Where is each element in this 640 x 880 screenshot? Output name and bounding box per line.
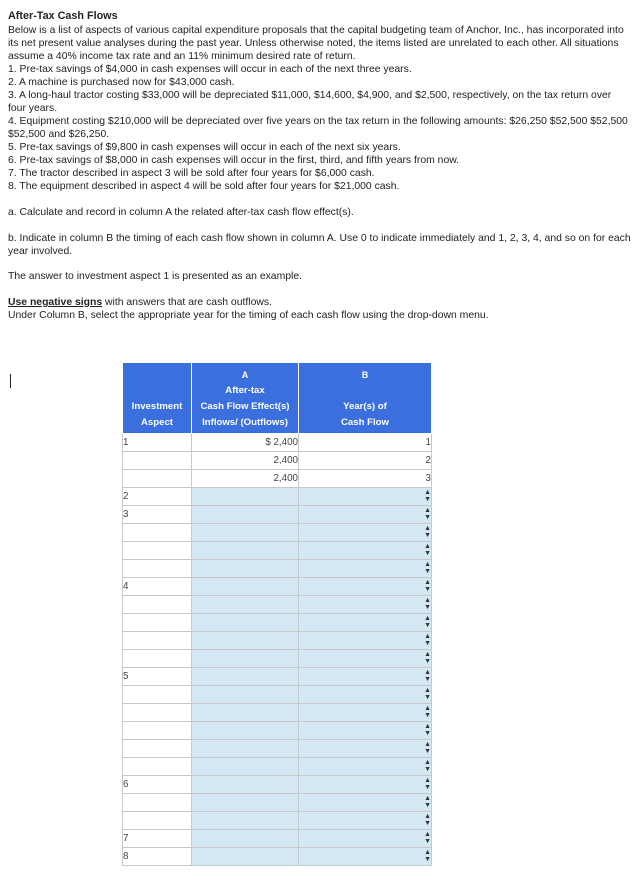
aspect-number-cell — [123, 632, 192, 650]
table-row — [123, 740, 432, 758]
header-cash-flow — [192, 363, 299, 434]
table-row — [123, 560, 432, 578]
year-dropdown[interactable] — [299, 722, 432, 740]
table-row — [123, 614, 432, 632]
year-dropdown[interactable] — [299, 614, 432, 632]
year-dropdown[interactable] — [299, 488, 432, 506]
year-dropdown[interactable] — [299, 740, 432, 758]
header-year — [299, 363, 432, 434]
year-dropdown[interactable] — [299, 506, 432, 524]
cash-flow-input[interactable] — [192, 488, 299, 506]
aspect-number-cell — [123, 812, 192, 830]
cash-flow-input[interactable] — [192, 542, 299, 560]
header-year-line1: Year(s) of — [343, 401, 387, 412]
cash-flow-input[interactable] — [192, 596, 299, 614]
answer-table-wrap — [122, 362, 432, 866]
dropdown-arrows-icon: ▲ ▼ — [424, 849, 431, 863]
aspect-number-cell: 4 — [123, 578, 192, 596]
table-row — [123, 848, 432, 866]
table-row — [123, 668, 432, 686]
table-row — [123, 632, 432, 650]
table-row — [123, 452, 432, 470]
year-dropdown[interactable] — [299, 668, 432, 686]
cash-flow-input[interactable] — [192, 704, 299, 722]
dropdown-arrows-icon: ▲ ▼ — [424, 687, 431, 701]
dropdown-arrows-icon: ▲ ▼ — [424, 705, 431, 719]
table-row — [123, 686, 432, 704]
dropdown-arrows-icon: ▲ ▼ — [424, 831, 431, 845]
year-value: 1 — [299, 434, 432, 452]
year-dropdown[interactable] — [299, 542, 432, 560]
negative-signs-rest: with answers that are cash outflows. — [102, 297, 272, 308]
cash-flow-input[interactable] — [192, 686, 299, 704]
year-dropdown[interactable] — [299, 704, 432, 722]
table-row — [123, 524, 432, 542]
cash-flow-input[interactable] — [192, 830, 299, 848]
year-dropdown[interactable] — [299, 578, 432, 596]
table-row — [123, 650, 432, 668]
header-year-line2: Cash Flow — [341, 417, 389, 428]
header-aspect — [123, 363, 192, 434]
table-row — [123, 704, 432, 722]
cash-flow-input[interactable] — [192, 776, 299, 794]
aspect-number-cell — [123, 704, 192, 722]
aspect-number-cell: 7 — [123, 830, 192, 848]
year-dropdown[interactable] — [299, 650, 432, 668]
header-cash-flow-line3: Inflows/ (Outflows) — [202, 417, 288, 428]
aspect-number-cell — [123, 758, 192, 776]
negative-signs-label: Use negative signs — [8, 297, 103, 308]
dropdown-arrows-icon: ▲ ▼ — [424, 651, 431, 665]
cash-flow-input[interactable] — [192, 758, 299, 776]
dropdown-arrows-icon: ▲ ▼ — [424, 633, 431, 647]
cash-flow-input[interactable] — [192, 668, 299, 686]
table-row — [123, 758, 432, 776]
year-dropdown[interactable] — [299, 596, 432, 614]
cash-flow-input[interactable] — [192, 848, 299, 866]
dropdown-arrows-icon: ▲ ▼ — [424, 795, 431, 809]
aspect-list — [8, 63, 632, 193]
year-dropdown[interactable] — [299, 830, 432, 848]
aspect-number-cell — [123, 470, 192, 488]
table-row — [123, 542, 432, 560]
answer-table — [122, 362, 432, 866]
year-dropdown[interactable] — [299, 632, 432, 650]
aspect-number-cell — [123, 524, 192, 542]
year-dropdown[interactable] — [299, 794, 432, 812]
aspect-number-cell: 8 — [123, 848, 192, 866]
aspect-number-cell — [123, 740, 192, 758]
dropdown-arrows-icon: ▲ ▼ — [424, 741, 431, 755]
cash-flow-input[interactable] — [192, 722, 299, 740]
aspect-number-cell — [123, 596, 192, 614]
aspect-number-cell — [123, 686, 192, 704]
year-dropdown[interactable] — [299, 848, 432, 866]
cash-flow-input[interactable] — [192, 794, 299, 812]
aspect-number-cell — [123, 542, 192, 560]
table-row — [123, 596, 432, 614]
cash-flow-input[interactable] — [192, 578, 299, 596]
cash-flow-value: 2,400 — [192, 470, 299, 488]
table-row — [123, 506, 432, 524]
table-row — [123, 812, 432, 830]
header-column-b-letter: B — [361, 370, 369, 380]
aspect-item: 4. Equipment costing $210,000 will be depreciated over five years on the tax return in the following amounts: $26,250 $52,500 $52,500 $52,500 and $26,250. — [8, 116, 628, 140]
cash-flow-input[interactable] — [192, 650, 299, 668]
dropdown-arrows-icon: ▲ ▼ — [424, 759, 431, 773]
table-row — [123, 434, 432, 452]
aspect-number-cell: 5 — [123, 668, 192, 686]
aspect-item: 6. Pre-tax savings of $8,000 in cash expenses will occur in the first, third, and fifth years from now. — [8, 155, 460, 166]
dropdown-arrows-icon: ▲ ▼ — [424, 561, 431, 575]
header-column-a-letter: A — [241, 370, 249, 380]
text-cursor — [10, 374, 11, 388]
aspect-number-cell: 1 — [123, 434, 192, 452]
aspect-item: 3. A long-haul tractor costing $33,000 will be depreciated $11,000, $14,600, $4,900, and $2,500, respectively, on the tax return over four years. — [8, 90, 612, 114]
dropdown-arrows-icon: ▲ ▼ — [424, 525, 431, 539]
header-cash-flow-line2: Cash Flow Effect(s) — [200, 401, 290, 412]
year-value: 2 — [299, 452, 432, 470]
cash-flow-input[interactable] — [192, 812, 299, 830]
year-value: 3 — [299, 470, 432, 488]
year-dropdown[interactable] — [299, 686, 432, 704]
aspect-number-cell — [123, 452, 192, 470]
aspect-number-cell — [123, 650, 192, 668]
dropdown-arrows-icon: ▲ ▼ — [424, 489, 431, 503]
example-note: The answer to investment aspect 1 is presented as an example. — [8, 271, 302, 282]
cash-flow-input[interactable] — [192, 560, 299, 578]
table-row — [123, 578, 432, 596]
year-dropdown[interactable] — [299, 812, 432, 830]
aspect-number-cell: 3 — [123, 506, 192, 524]
header-cash-flow-line1: After-tax — [225, 385, 265, 396]
dropdown-arrows-icon: ▲ ▼ — [424, 813, 431, 827]
dropdown-arrows-icon: ▲ ▼ — [424, 579, 431, 593]
dropdown-arrows-icon: ▲ ▼ — [424, 543, 431, 557]
aspect-item: 7. The tractor described in aspect 3 will be sold after four years for $6,000 cash. — [8, 168, 375, 179]
aspect-item: 1. Pre-tax savings of $4,000 in cash expenses will occur in each of the next three years. — [8, 64, 412, 75]
aspect-item: 5. Pre-tax savings of $9,800 in cash expenses will occur in each of the next six years. — [8, 142, 401, 153]
cash-flow-value: $ 2,400 — [192, 434, 299, 452]
dropdown-arrows-icon: ▲ ▼ — [424, 597, 431, 611]
header-aspect-line2: Aspect — [141, 417, 173, 428]
aspect-number-cell: 2 — [123, 488, 192, 506]
cash-flow-input[interactable] — [192, 614, 299, 632]
year-dropdown[interactable] — [299, 560, 432, 578]
aspect-number-cell — [123, 614, 192, 632]
table-row — [123, 776, 432, 794]
year-dropdown[interactable] — [299, 758, 432, 776]
aspect-item: 2. A machine is purchased now for $43,000 cash. — [8, 77, 235, 88]
aspect-number-cell: 6 — [123, 776, 192, 794]
cash-flow-input[interactable] — [192, 632, 299, 650]
problem-title: After-Tax Cash Flows — [8, 10, 118, 22]
table-row — [123, 830, 432, 848]
cash-flow-input[interactable] — [192, 524, 299, 542]
table-row — [123, 722, 432, 740]
cash-flow-input[interactable] — [192, 740, 299, 758]
year-dropdown[interactable] — [299, 776, 432, 794]
cash-flow-value: 2,400 — [192, 452, 299, 470]
table-row — [123, 488, 432, 506]
table-row — [123, 794, 432, 812]
aspect-number-cell — [123, 722, 192, 740]
part-b-instruction: b. Indicate in column B the timing of each cash flow shown in column A. Use 0 to indicate immediately and 1, 2, 3, 4, and so on for each year involved. — [8, 233, 631, 257]
dropdown-arrows-icon: ▲ ▼ — [424, 777, 431, 791]
aspect-item: 8. The equipment described in aspect 4 will be sold after four years for $21,000 cash. — [8, 181, 400, 192]
dropdown-note: Under Column B, select the appropriate year for the timing of each cash flow using the drop-down menu. — [8, 310, 489, 321]
table-row — [123, 470, 432, 488]
aspect-number-cell — [123, 560, 192, 578]
problem-intro: Below is a list of aspects of various capital expenditure proposals that the capital budgeting team of Anchor, Inc., has incorporated into its net present value analyses during the past year. Unless otherwise noted, the items listed are unrelated to each other. All situations assume a 40% income tax rate and an 11% minimum desired rate of return. — [8, 25, 624, 62]
dropdown-arrows-icon: ▲ ▼ — [424, 723, 431, 737]
year-dropdown[interactable] — [299, 524, 432, 542]
part-a-instruction: a. Calculate and record in column A the related after-tax cash flow effect(s). — [8, 207, 354, 218]
dropdown-arrows-icon: ▲ ▼ — [424, 507, 431, 521]
answer-table-body — [123, 434, 432, 866]
header-aspect-line1: Investment — [131, 401, 183, 412]
cash-flow-input[interactable] — [192, 506, 299, 524]
dropdown-arrows-icon: ▲ ▼ — [424, 669, 431, 683]
aspect-number-cell — [123, 794, 192, 812]
problem-content — [8, 10, 632, 322]
negative-signs-note — [8, 296, 632, 309]
dropdown-arrows-icon: ▲ ▼ — [424, 615, 431, 629]
